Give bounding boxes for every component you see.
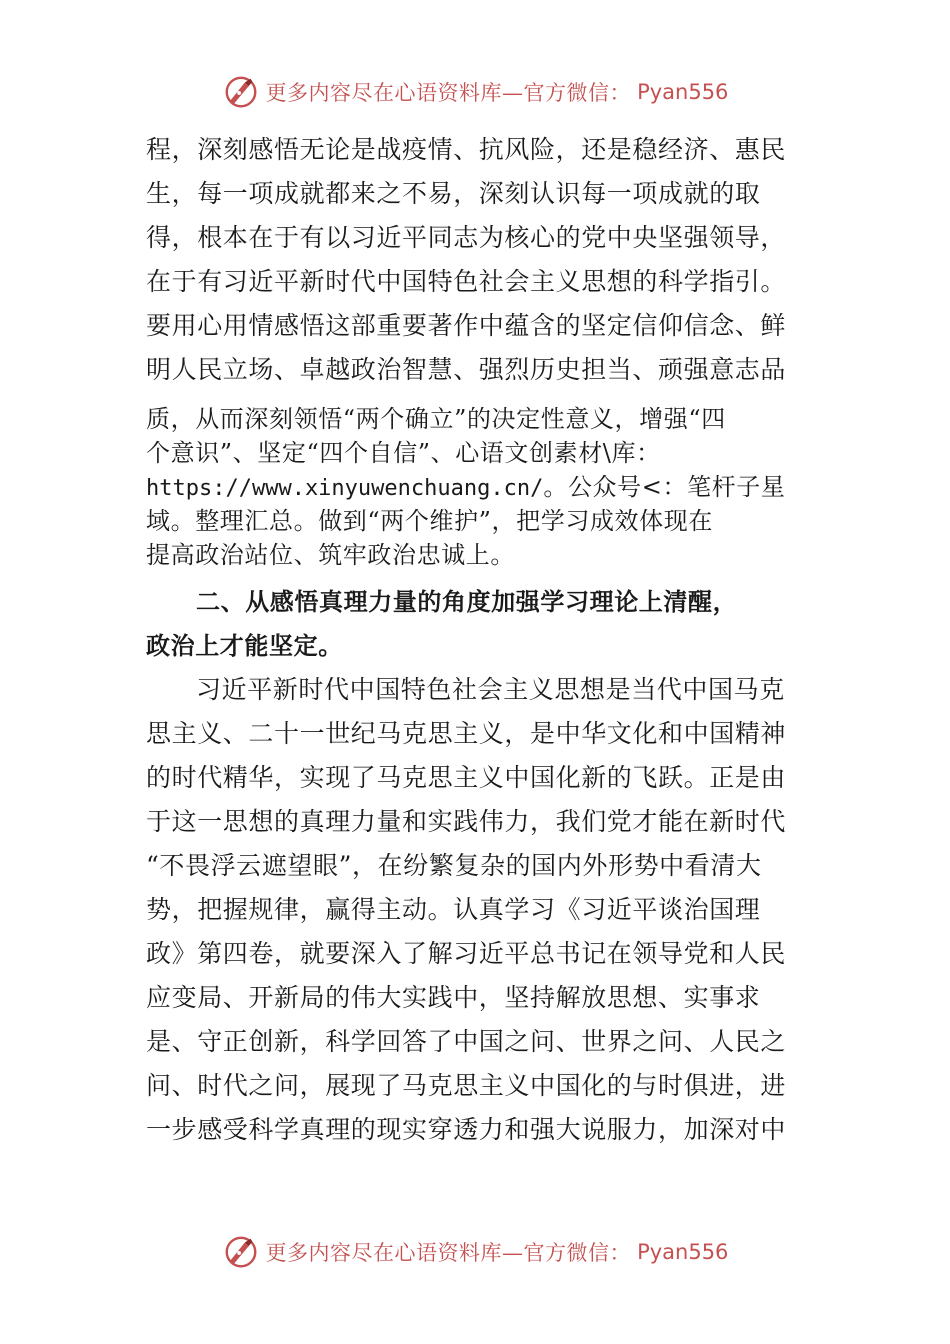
text-line: 一步感受科学真理的现实穿透力和强大说服力，加深对中 bbox=[146, 1115, 787, 1144]
text-line: “不畏浮云遮望眼”，在纷繁复杂的国内外形势中看清大 bbox=[146, 851, 762, 880]
text-line-with-url bbox=[146, 470, 796, 504]
text-line: 政》第四卷，就要深入了解习近平总书记在领导党和人民 bbox=[146, 939, 787, 968]
text-line: 问、时代之问，展现了马克思主义中国化的与时俱进，进 bbox=[146, 1071, 787, 1100]
body-text bbox=[146, 128, 796, 1152]
text-line: 得，根本在于有以习近平同志为核心的党中央坚强领导， bbox=[146, 223, 787, 252]
watermark-wechat-id: Pyan556 bbox=[637, 80, 729, 104]
pen-nib-logo-icon bbox=[222, 1233, 260, 1271]
watermark-wechat-id: Pyan556 bbox=[637, 1240, 729, 1264]
section-heading: 政治上才能坚定。 bbox=[146, 632, 343, 660]
text-line: 提高政治站位、筑牢政治忠诚上。 bbox=[146, 541, 515, 569]
text-line: 思主义、二十一世纪马克思主义，是中华文化和中国精神 bbox=[146, 719, 787, 748]
text-line: 明人民立场、卓越政治智慧、强烈历史担当、顽强意志品 bbox=[146, 355, 787, 384]
pen-nib-logo-icon bbox=[222, 73, 260, 111]
text-line: 域。整理汇总。做到“两个维护”，把学习成效体现在 bbox=[146, 507, 713, 535]
watermark-text: 更多内容尽在心语资料库—官方微信： bbox=[265, 81, 632, 105]
section-heading: 二、从感悟真理力量的角度加强学习理论上清醒， bbox=[196, 588, 738, 616]
watermark-banner-bottom bbox=[0, 1232, 950, 1272]
text-line: 习近平新时代中国特色社会主义思想是当代中国马克 bbox=[196, 675, 785, 704]
website-url: https://www.xinyuwenchuang.cn/ bbox=[146, 476, 544, 501]
text-line: 质，从而深刻领悟“两个确立”的决定性意义，增强“四 bbox=[146, 405, 726, 433]
text-line: 程，深刻感悟无论是战疫情、抗风险，还是稳经济、惠民 bbox=[146, 135, 787, 164]
text-line: 于这一思想的真理力量和实践伟力，我们党才能在新时代 bbox=[146, 807, 787, 836]
text-line: 在于有习近平新时代中国特色社会主义思想的科学指引。 bbox=[146, 267, 787, 296]
watermark-banner-top bbox=[0, 72, 950, 112]
text-line: 的时代精华，实现了马克思主义中国化新的飞跃。正是由 bbox=[146, 763, 787, 792]
url-line-rest: 。公众号<：笔杆子星 bbox=[543, 473, 786, 501]
watermark-text: 更多内容尽在心语资料库—官方微信： bbox=[265, 1241, 632, 1265]
text-line: 是、守正创新，科学回答了中国之问、世界之问、人民之 bbox=[146, 1027, 787, 1056]
text-line: 要用心用情感悟这部重要著作中蕴含的坚定信仰信念、鲜 bbox=[146, 311, 787, 340]
text-line: 势，把握规律，赢得主动。认真学习《习近平谈治国理 bbox=[146, 895, 761, 924]
text-line: 应变局、开新局的伟大实践中，坚持解放思想、实事求 bbox=[146, 983, 761, 1012]
text-line: 生，每一项成就都来之不易，深刻认识每一项成就的取 bbox=[146, 179, 761, 208]
text-line: 个意识”、坚定“四个自信”、心语文创素材\库： bbox=[146, 439, 661, 467]
